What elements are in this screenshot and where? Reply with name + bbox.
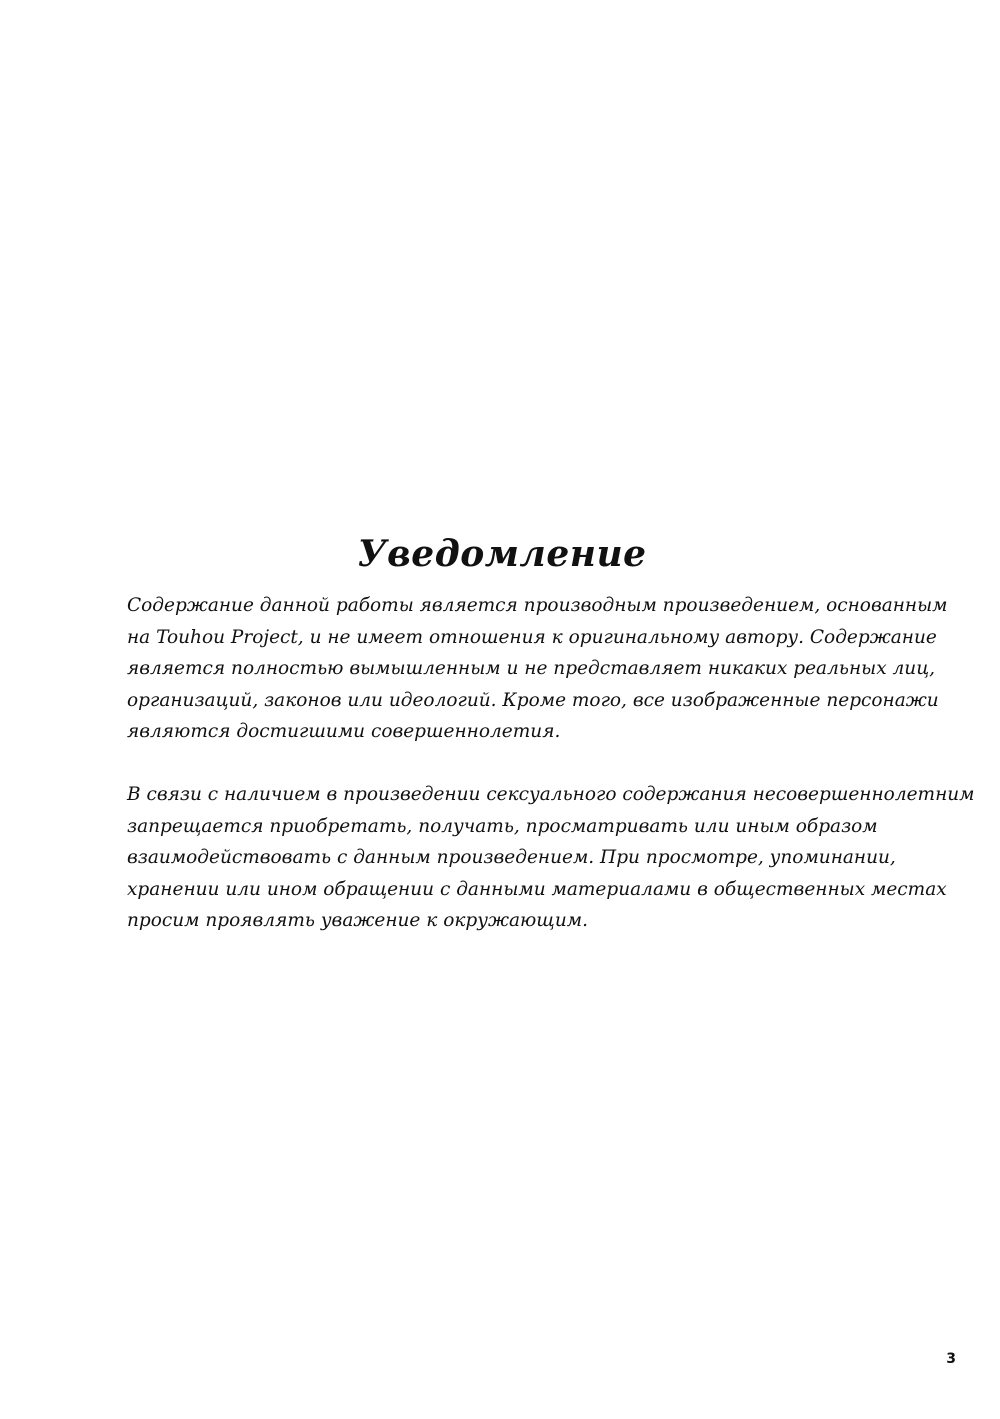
- page-number: 3: [946, 1351, 956, 1367]
- notice-block: [127, 532, 975, 937]
- paragraph-line: запрещается приобретать, получать, просматривать или иным образом: [127, 815, 878, 837]
- paragraph-line: Содержание данной работы является производным произведением, основанным: [127, 595, 948, 616]
- paragraph-line: являются достигшими совершеннолетия.: [127, 721, 561, 742]
- paragraph-line: хранении или ином обращении с данными материалами в общественных местах: [127, 878, 947, 900]
- notice-paragraph-2: [127, 779, 975, 937]
- paragraph-line: взаимодействовать с данным произведением. При просмотре, упоминании,: [127, 847, 896, 868]
- notice-title: Уведомление: [357, 533, 647, 575]
- notice-paragraph-1: [127, 590, 948, 748]
- paragraph-line: на Touhou Project, и не имеет отношения к оригинальному автору. Содержание: [127, 626, 937, 648]
- paragraph-line: организаций, законов или идеологий. Кроме того, все изображенные персонажи: [127, 689, 939, 711]
- paragraph-line: является полностью вымышленным и не представляет никаких реальных лиц,: [127, 658, 935, 679]
- paragraph-line: В связи с наличием в произведении сексуального содержания несовершеннолетним: [127, 784, 975, 805]
- paragraph-line: просим проявлять уважение к окружающим.: [127, 910, 588, 931]
